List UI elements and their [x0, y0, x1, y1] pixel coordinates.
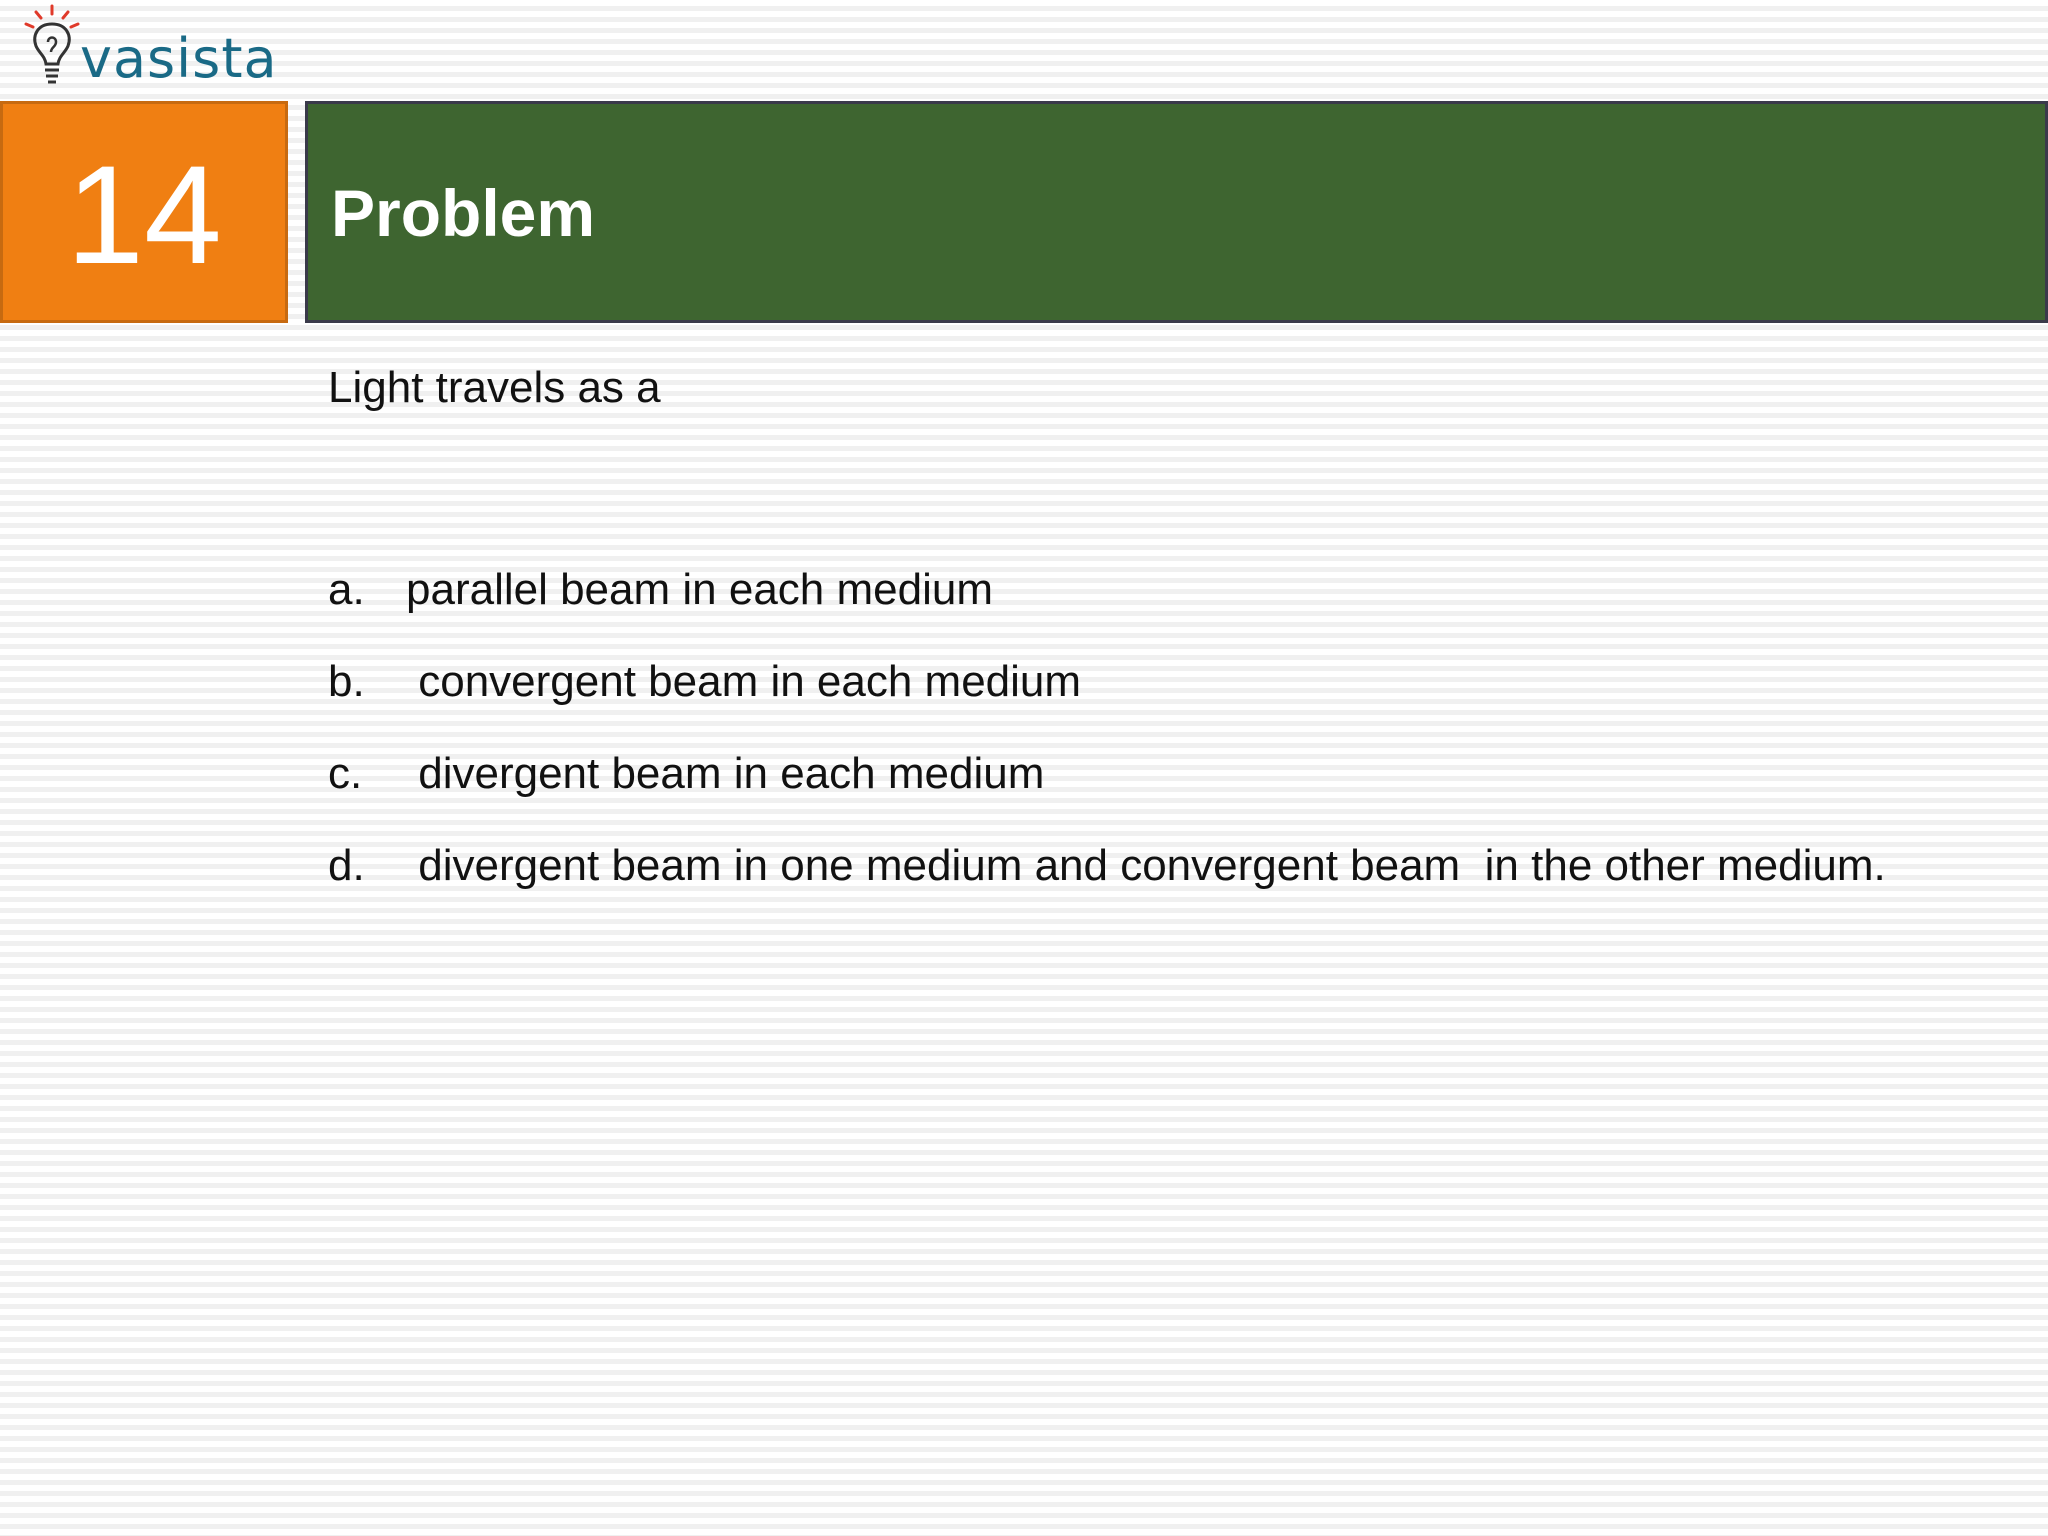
- option-a: [328, 544, 1978, 636]
- slide-number: 14: [66, 136, 222, 293]
- lightbulb-icon: [18, 2, 88, 97]
- option-text: parallel beam in each medium: [406, 565, 993, 614]
- option-text: divergent beam in one medium and convergent beam in the other medium.: [406, 841, 1886, 890]
- title-bar: [305, 101, 2048, 323]
- options-list: [328, 544, 1978, 912]
- option-letter: b.: [328, 657, 365, 706]
- option-letter: a.: [328, 565, 365, 614]
- option-c: [328, 728, 1978, 820]
- question-content: [328, 360, 1978, 912]
- option-b: [328, 636, 1978, 728]
- option-text: convergent beam in each medium: [406, 657, 1082, 706]
- question-text: Light travels as a: [328, 363, 661, 412]
- option-letter: c.: [328, 749, 363, 798]
- slide-title: Problem: [331, 176, 596, 250]
- vasista-logo: [18, 2, 288, 97]
- slide-number-box: [0, 101, 288, 323]
- option-text: divergent beam in each medium: [406, 749, 1045, 798]
- option-d: [328, 820, 1978, 912]
- option-letter: d.: [328, 841, 365, 890]
- logo-text: vasista: [80, 27, 278, 90]
